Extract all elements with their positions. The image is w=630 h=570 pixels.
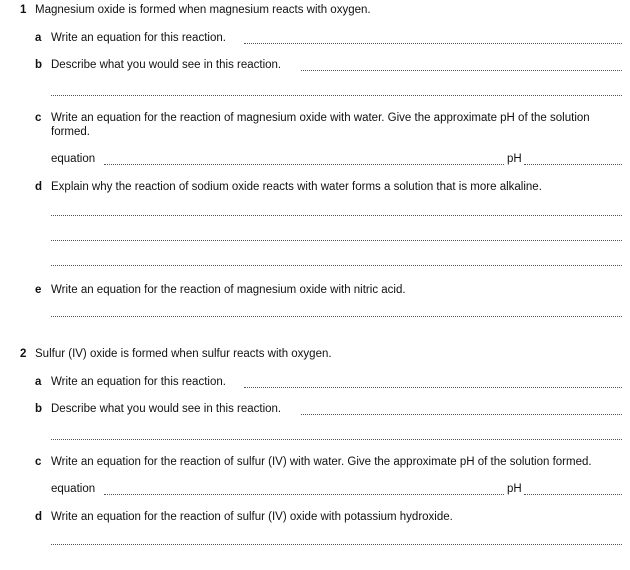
q2-part-d-prompt: Write an equation for the reaction of sulfur (IV) oxide with potassium hydroxide.	[51, 511, 453, 523]
q1-equation-label: equation	[51, 153, 96, 165]
q2-part-a-label: a	[35, 376, 42, 388]
q1-part-a-answer-line[interactable]	[244, 43, 622, 44]
q1-part-e-prompt: Write an equation for the reaction of magnesium oxide with nitric acid.	[51, 284, 406, 296]
q1-part-b-answer-line[interactable]	[301, 70, 622, 71]
q1-ph-answer-line[interactable]	[524, 164, 622, 165]
question-1-number: 1	[20, 4, 27, 16]
q2-part-b-label: b	[35, 403, 43, 415]
question-2-stem: Sulfur (IV) oxide is formed when sulfur reacts with oxygen.	[35, 348, 332, 360]
q2-part-d-label: d	[35, 511, 43, 523]
q1-part-c-label: c	[35, 112, 42, 124]
q2-equation-label: equation	[51, 483, 96, 495]
q2-part-b-answer-line[interactable]	[301, 414, 622, 415]
q1-part-e-answer-line[interactable]	[51, 316, 622, 317]
q1-part-d-answer-line-2[interactable]	[51, 240, 622, 241]
q2-part-b-answer-line-2[interactable]	[51, 439, 622, 440]
question-2-number: 2	[20, 348, 27, 360]
q2-ph-answer-line[interactable]	[524, 494, 622, 495]
q1-equation-answer-line[interactable]	[104, 164, 504, 165]
q1-part-b-label: b	[35, 59, 43, 71]
q1-ph-label: pH	[507, 153, 522, 165]
q1-part-d-label: d	[35, 181, 43, 193]
q2-ph-label: pH	[507, 483, 522, 495]
q2-part-c-label: c	[35, 456, 42, 468]
q1-part-c-prompt-cont: formed.	[51, 126, 90, 138]
q2-part-a-prompt: Write an equation for this reaction.	[51, 376, 226, 388]
q2-part-a-answer-line[interactable]	[244, 387, 622, 388]
q1-part-d-answer-line-1[interactable]	[51, 215, 622, 216]
q1-part-a-label: a	[35, 32, 42, 44]
q1-part-a-prompt: Write an equation for this reaction.	[51, 32, 226, 44]
question-1-stem: Magnesium oxide is formed when magnesium reacts with oxygen.	[35, 4, 371, 16]
q1-part-b-prompt: Describe what you would see in this reaction.	[51, 59, 282, 71]
q2-part-c-prompt: Write an equation for the reaction of sulfur (IV) with water. Give the approximate pH of the solution formed.	[51, 456, 592, 468]
q2-part-d-answer-line[interactable]	[51, 544, 622, 545]
q1-part-d-prompt: Explain why the reaction of sodium oxide reacts with water forms a solution that is more alkaline.	[51, 181, 542, 193]
q2-equation-answer-line[interactable]	[104, 494, 504, 495]
q1-part-c-prompt: Write an equation for the reaction of magnesium oxide with water. Give the approximate pH of the solution	[51, 112, 590, 124]
q2-part-b-prompt: Describe what you would see in this reaction.	[51, 403, 282, 415]
q1-part-e-label: e	[35, 284, 42, 296]
q1-part-b-answer-line-2[interactable]	[51, 95, 622, 96]
q1-part-d-answer-line-3[interactable]	[51, 265, 622, 266]
